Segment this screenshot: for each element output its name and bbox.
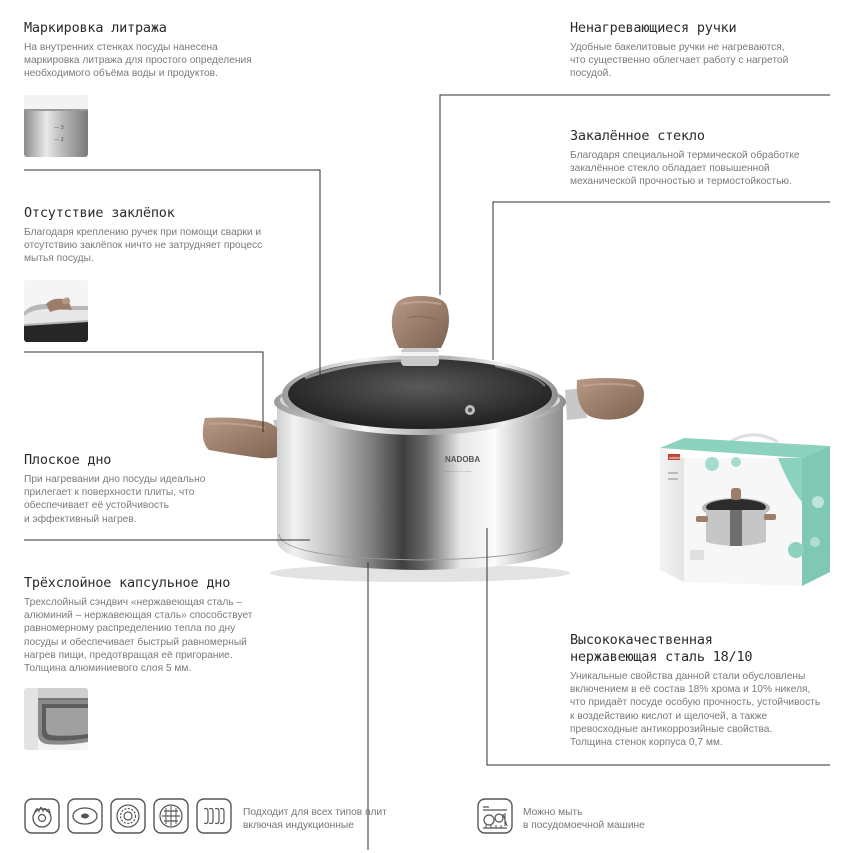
feature-description: Уникальные свойства данной стали обусловлены включением в её состав 18% хрома и 10% никеля, что придаёт посуде особую прочность, устойчивость к воздействию кислот и щелочей, а также превосходные антикоррозийные свойства. Толщина стенок корпуса 0,7 мм. [570, 671, 821, 749]
dishwasher-icon [477, 798, 513, 834]
feature-description: Удобные бакелитовые ручки не нагреваются, что существенно облегчает работу с нагретой посудой. [570, 42, 789, 80]
electric-stove-icon [67, 798, 103, 834]
callout-line-cool-handles [440, 95, 830, 295]
box-brand-label: nadoba [669, 456, 681, 460]
feature-description: На внутренних стенках посуды нанесена маркировка литража для простого определения необходимого объёма воды и продуктов. [24, 42, 252, 80]
callout-line-liter-marking [24, 170, 320, 375]
feature-title: Высококачественная нержавеющая сталь 18/10 [570, 632, 753, 665]
gas-stove-icon [24, 798, 60, 834]
callout-line-no-rivets [24, 352, 263, 432]
liter-mark: — 3 [54, 125, 64, 131]
feature-title: Маркировка литража [24, 20, 167, 36]
feature-title: Ненагревающиеся ручки [570, 20, 737, 36]
induction-stove-icon [196, 798, 232, 834]
feature-title: Закалённое стекло [570, 128, 705, 144]
callout-line-steel [487, 528, 830, 765]
dishwasher-text: Можно мыть в посудомоечной машине [523, 807, 645, 831]
stove-compatibility-text: Подходит для всех типов плит включая индукционные [243, 807, 387, 831]
liter-mark: — 2 [54, 137, 64, 143]
callout-line-tempered-glass [493, 202, 830, 360]
feature-description: Благодаря специальной термической обработке закалённое стекло обладает повышенной механической прочностью и термостойкостью. [570, 150, 800, 188]
pot-brand-logo: NADOBA [445, 455, 481, 464]
glass-ceramic-stove-icon [110, 798, 146, 834]
feature-title: Плоское дно [24, 452, 112, 468]
halogen-stove-icon [153, 798, 189, 834]
feature-description: При нагревании дно посуды идеально прилегает к поверхности плиты, что обеспечивает её устойчивость и эффективный нагрев. [24, 474, 206, 525]
feature-description: Благодаря креплению ручек при помощи сварки и отсутствию заклёпок ничто не затрудняет процесс мытья посуды. [24, 227, 263, 265]
feature-description: Трехслойный сэндвич «нержавеющая сталь – алюминий – нержавеющая сталь» способствует равномерному распределению тепла по дну посуды и обеспечивает быстрый равномерный нагрев пищи, предотвращая её пригорание. Толщина алюминиевого слоя 5 мм. [24, 597, 253, 675]
pot-brand-tagline: ———— — —— [445, 469, 472, 473]
feature-title: Трёхслойное капсульное дно [24, 575, 231, 591]
feature-title: Отсутствие заклёпок [24, 205, 175, 221]
